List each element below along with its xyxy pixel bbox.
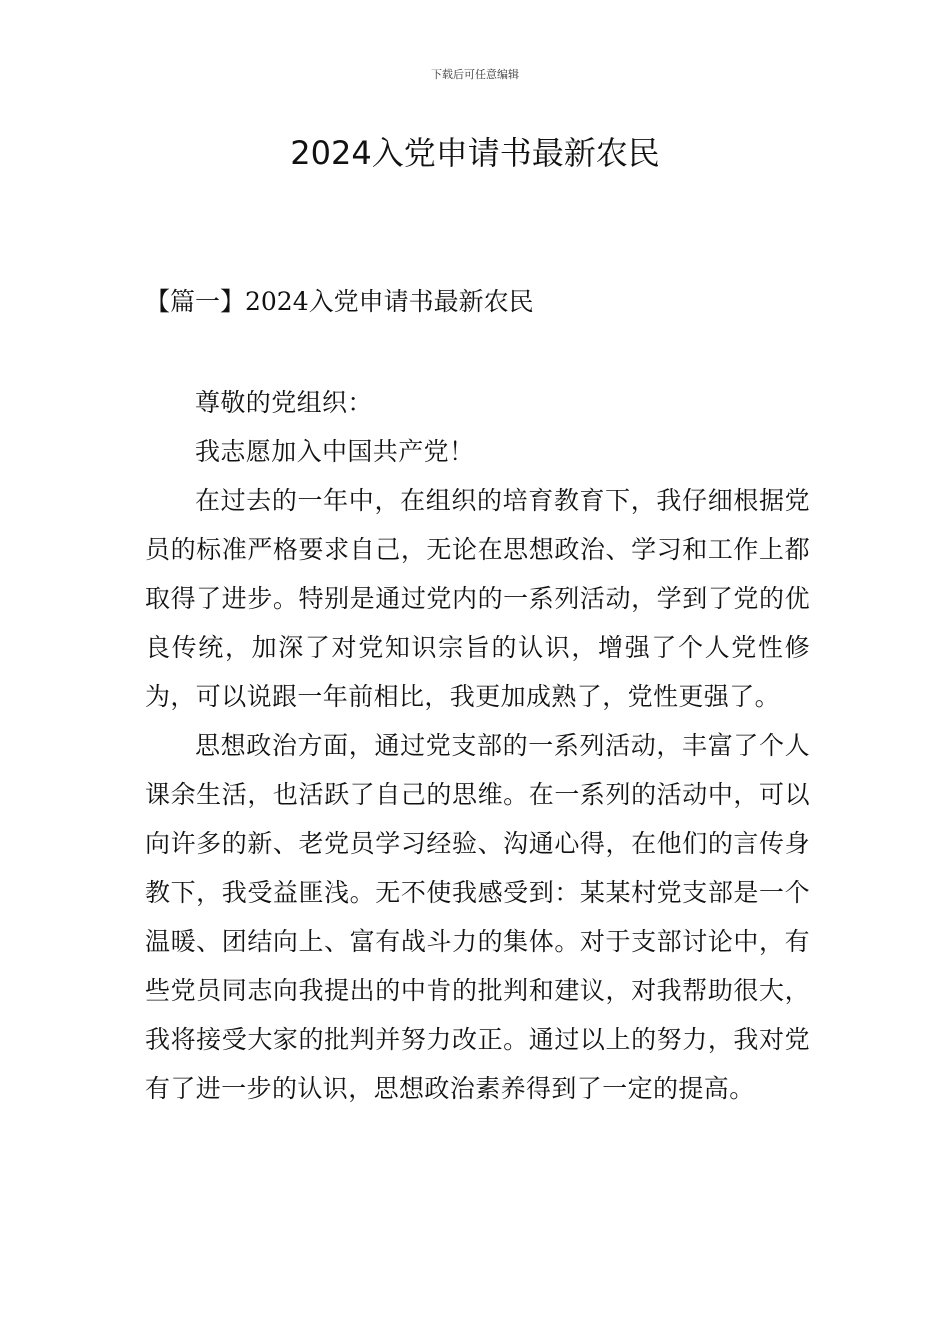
document-title: 2024入党申请书最新农民 xyxy=(290,134,660,172)
header-note: 下载后可任意编辑 xyxy=(431,68,519,81)
body-paragraph: 思想政治方面，通过党支部的一系列活动，丰富了个人课余生活，也活跃了自己的思维。在一系列的活动中，可以向许多的新、老党员学习经验、沟通心得，在他们的言传身教下，我受益匪浅。无不使我感受到：某某村党支部是一个温暖、团结向上、富有战斗力的集体。对于支部讨论中，有些党员同志向我提出的中肯的批判和建议，对我帮助很大，我将接受大家的批判并努力改正。通过以上的努力，我对党有了进一步的认识，思想政治素养得到了一定的提高。 xyxy=(145,731,810,1103)
body-paragraph: 在过去的一年中，在组织的培育教育下，我仔细根据党员的标准严格要求自己，无论在思想政治、学习和工作上都取得了进步。特别是通过党内的一系列活动，学到了党的优良传统，加深了对党知识宗旨的认识，增强了个人党性修为，可以说跟一年前相比，我更加成熟了，党性更强了。 xyxy=(145,486,810,711)
pledge-line: 我志愿加入中国共产党！ xyxy=(195,437,475,466)
document-body xyxy=(145,378,810,1113)
section-heading: 【篇一】2024入党申请书最新农民 xyxy=(145,287,534,316)
salutation: 尊敬的党组织： xyxy=(195,388,373,417)
